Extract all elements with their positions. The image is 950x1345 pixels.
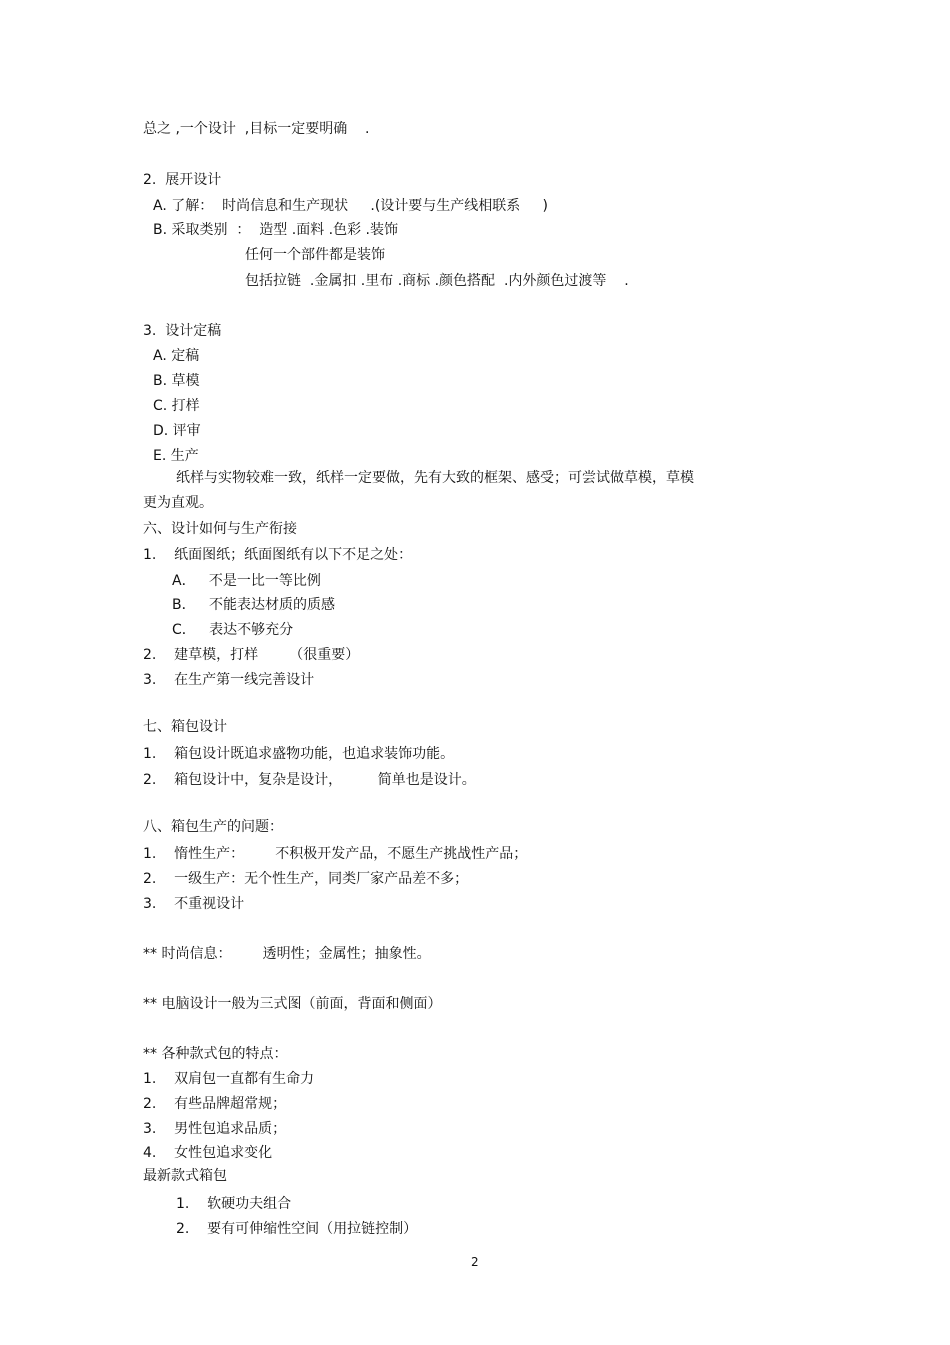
text-line: 总之 ,一个设计 ,目标一定要明确 . — [143, 121, 370, 137]
list-item: 3. 不重视设计 — [143, 896, 245, 912]
list-item: D. 评审 — [153, 423, 201, 439]
text-line: 包括拉链 .金属扣 .里布 .商标 .颜色搭配 .内外颜色过渡等 . — [245, 273, 629, 289]
note-line: ** 各种款式包的特点： — [143, 1046, 288, 1062]
list-item: 2. 建草模，打样 （很重要） — [143, 647, 360, 663]
list-item: 1. 双肩包一直都有生命力 — [143, 1071, 315, 1087]
list-item: 2. 有些品牌超常规； — [143, 1096, 287, 1112]
text-line: 任何一个部件都是装饰 — [245, 247, 385, 263]
note-line: ** 时尚信息： 透明性；金属性；抽象性。 — [143, 946, 431, 962]
section-heading: 七、箱包设计 — [143, 719, 227, 735]
list-item: 3. 男性包追求品质； — [143, 1121, 287, 1137]
list-item: 1. 软硬功夫组合 — [176, 1196, 292, 1212]
page-number: 2 — [471, 1255, 479, 1269]
list-item: E. 生产 — [153, 448, 199, 464]
list-item: C. 打样 — [153, 398, 200, 414]
section-heading: 六、设计如何与生产衔接 — [143, 521, 297, 537]
text-line: B. 采取类别 ： 造型 .面料 .色彩 .装饰 — [153, 222, 399, 238]
section-heading: 3. 设计定稿 — [143, 323, 222, 339]
list-item: C． 表达不够充分 — [172, 622, 294, 638]
subheading: 最新款式箱包 — [143, 1168, 227, 1184]
note-line: ** 电脑设计一般为三式图（前面，背面和侧面） — [143, 996, 442, 1012]
section-heading: 2. 展开设计 — [143, 172, 222, 188]
list-item: A． 不是一比一等比例 — [172, 573, 321, 589]
list-item: B. 草模 — [153, 373, 200, 389]
list-item: 2. 箱包设计中，复杂是设计， 简单也是设计。 — [143, 772, 476, 788]
list-item: 3. 在生产第一线完善设计 — [143, 672, 315, 688]
list-item: 2. 一级生产：无个性生产，同类厂家产品差不多； — [143, 871, 469, 887]
list-item: A. 定稿 — [153, 348, 200, 364]
list-item: B． 不能表达材质的质感 — [172, 597, 335, 613]
paragraph-line: 更为直观。 — [143, 495, 213, 511]
text-line: A. 了解： 时尚信息和生产现状 .(设计要与生产线相联系 ) — [153, 198, 549, 214]
section-heading: 八、箱包生产的问题： — [143, 819, 283, 835]
list-item: 2. 要有可伸缩性空间（用拉链控制） — [176, 1221, 418, 1237]
list-item: 1. 纸面图纸；纸面图纸有以下不足之处： — [143, 547, 413, 563]
list-item: 4. 女性包追求变化 — [143, 1145, 273, 1161]
paragraph-line: 纸样与实物较难一致，纸样一定要做，先有大致的框架、感受；可尝试做草模，草模 — [176, 470, 694, 486]
list-item: 1. 箱包设计既追求盛物功能，也追求装饰功能。 — [143, 746, 455, 762]
list-item: 1. 惰性生产： 不积极开发产品，不愿生产挑战性产品； — [143, 846, 528, 862]
